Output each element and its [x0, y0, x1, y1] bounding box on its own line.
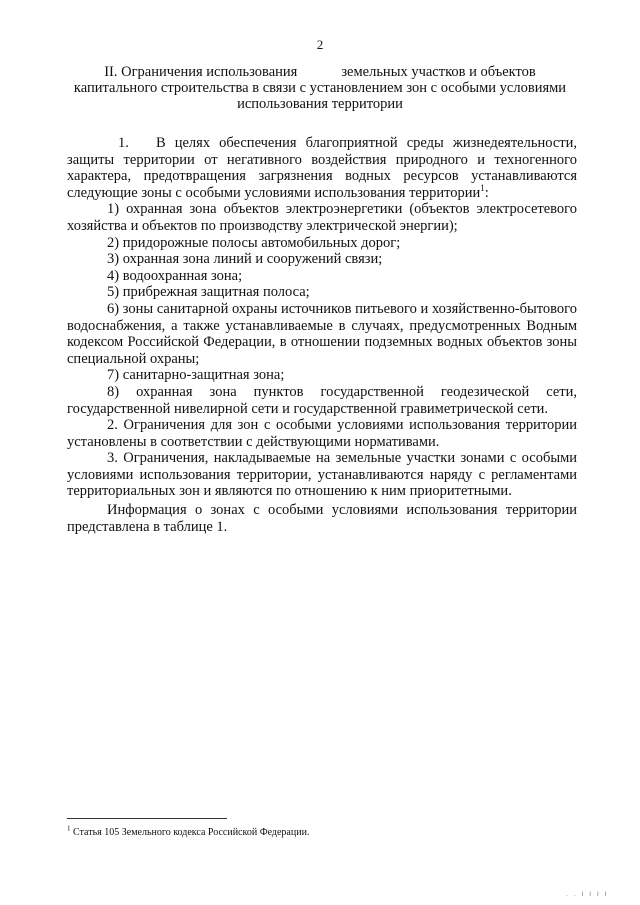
paragraph-1 — [67, 135, 577, 201]
footnote-reference: 1 — [480, 182, 485, 193]
list-item: 7) санитарно-защитная зона; — [107, 367, 285, 384]
list-item: 8) охранная зона пунктов государственной геодезической сети, государственной нивелирной сети и государственной гравиметрической сети. — [67, 383, 577, 417]
list-item: 5) прибрежная защитная полоса; — [107, 284, 310, 301]
paragraph-1-text: В целях обеспечения благоприятной среды жизнедеятельности, защиты территории от негативного воздействия природного и техногенного характера, предотвращения загрязнения водных ресурсов устанавливаются следующие зоны с особыми условиями использования территории — [67, 135, 577, 201]
list-item: 2) придорожные полосы автомобильных дорог; — [107, 234, 401, 251]
paragraph-3: 3. Ограничения, накладываемые на земельные участки зонами с особыми условиями использования территории, устанавливаются наряду с регламентами территориальных зон и являются по отношению к ним приоритетными. — [67, 450, 577, 500]
paragraph-1-label: 1. — [118, 135, 129, 151]
list-item: 6) зоны санитарной охраны источников питьевого и хозяйственно-бытового водоснабжения, а также устанавливаемые в случаях, предусмотренных Водным кодексом Российской Федерации, в отношении подземных водных объектов зоны специальной охраны; — [67, 300, 577, 367]
document-body — [67, 135, 577, 535]
scan-marks: . . I I I I — [566, 891, 609, 898]
section-title — [70, 64, 570, 112]
paragraph-1-suffix: : — [484, 184, 489, 201]
footnote-divider — [67, 818, 227, 819]
footnote — [67, 824, 310, 839]
paragraph-4: Информация о зонах с особыми условиями использования территории представлена в таблице 1. — [67, 502, 577, 535]
list-item: 3) охранная зона линий и сооружений связи; — [107, 251, 383, 268]
section-title-part1: II. Ограничения использования — [104, 64, 298, 80]
footnote-text: Статья 105 Земельного кодекса Российской Федерации. — [73, 827, 310, 838]
section-title-part2: земельных участков и объектов капитального строительства в связи с установлением зон с особыми условиями использования территории — [73, 64, 567, 112]
list-item: 1) охранная зона объектов электроэнергетики (объектов электросетевого хозяйства и объектов по производству электрической энергии); — [67, 201, 577, 234]
paragraph-2: 2. Ограничения для зон с особыми условиями использования территории установлены в соответствии с действующими нормативами. — [67, 417, 577, 450]
list-item: 4) водоохранная зона; — [107, 267, 243, 284]
footnote-marker: 1 — [67, 824, 71, 833]
page-number: 2 — [316, 37, 324, 52]
